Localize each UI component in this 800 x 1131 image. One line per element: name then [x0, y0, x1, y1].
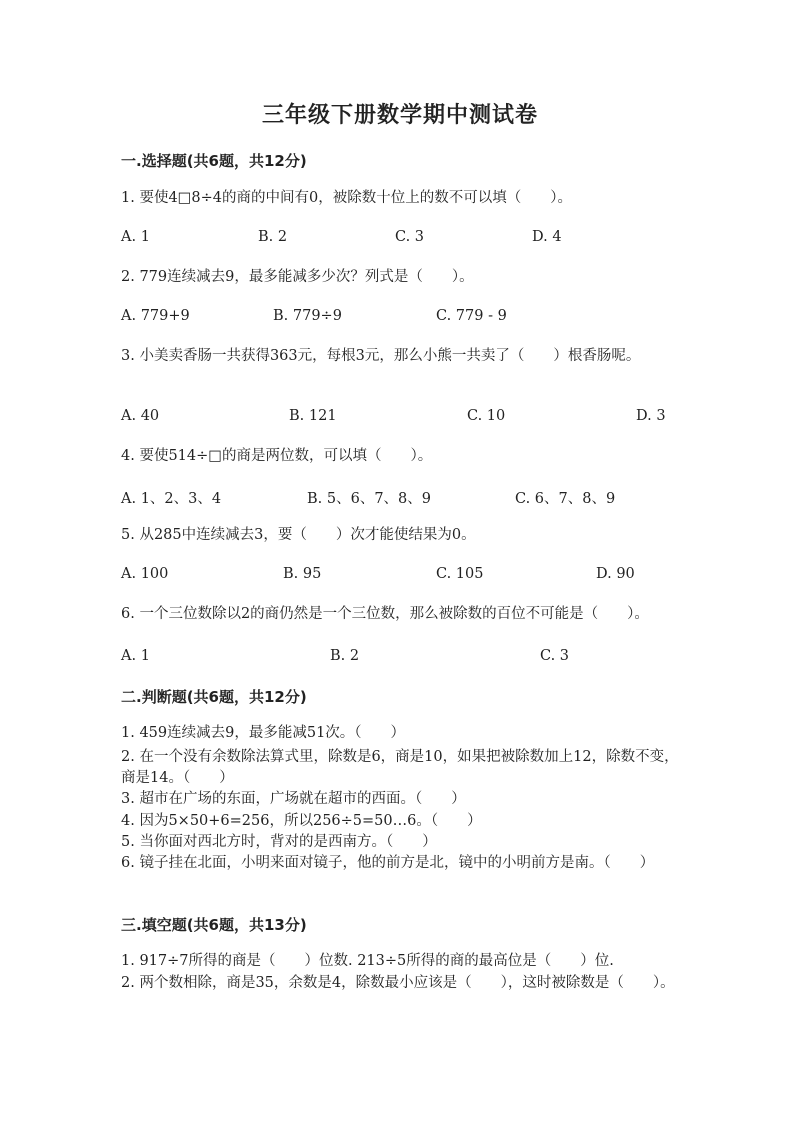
- section-heading-judgment: 二.判断题(共6题，共12分): [121, 688, 307, 706]
- question-1: 1. 要使4□8÷4的商的中间有0，被除数十位上的数不可以填（ ）。: [121, 190, 572, 206]
- option-d: D. 3: [636, 408, 666, 424]
- option-a: A. 1: [121, 648, 150, 664]
- option-c: C. 10: [467, 408, 506, 424]
- option-c: C. 3: [540, 648, 570, 664]
- option-c: C. 6、7、8、9: [515, 491, 616, 507]
- judgment-item: 2. 在一个没有余数除法算式里，除数是6，商是10，如果把被除数加上12，除数不变，商是14。（ ）: [121, 749, 679, 786]
- question-3: 3. 小美卖香肠一共获得363元，每根3元，那么小熊一共卖了（ ）根香肠呢。: [121, 348, 641, 364]
- question-6: 6. 一个三位数除以2的商仍然是一个三位数，那么被除数的百位不可能是（ ）。: [121, 606, 649, 622]
- option-d: D. 90: [596, 566, 635, 582]
- option-b: B. 2: [258, 229, 288, 245]
- option-c: C. 779 - 9: [436, 308, 507, 324]
- option-c: C. 105: [436, 566, 484, 582]
- judgment-item: 3. 超市在广场的东面，广场就在超市的西面。（ ）: [121, 791, 466, 807]
- option-b: B. 121: [289, 408, 337, 424]
- option-a: A. 779+9: [121, 308, 190, 324]
- option-b: B. 5、6、7、8、9: [307, 491, 432, 507]
- option-b: B. 779÷9: [273, 308, 342, 324]
- option-a: A. 100: [121, 566, 169, 582]
- judgment-item: 4. 因为5×50+6=256，所以256÷5=50…6。（ ）: [121, 813, 482, 829]
- judgment-item: 1. 459连续减去9，最多能减51次。（ ）: [121, 725, 406, 741]
- option-d: D. 4: [532, 229, 562, 245]
- option-a: A. 1、2、3、4: [121, 491, 222, 507]
- judgment-item: 5. 当你面对西北方时，背对的是西南方。（ ）: [121, 834, 437, 850]
- option-c: C. 3: [395, 229, 425, 245]
- page-title: 三年级下册数学期中测试卷: [261, 103, 538, 128]
- question-4: 4. 要使514÷□的商是两位数，可以填（ ）。: [121, 448, 433, 464]
- question-5: 5. 从285中连续减去3，要（ ）次才能使结果为0。: [121, 527, 476, 543]
- question-2: 2. 779连续减去9，最多能减多少次？列式是（ ）。: [121, 269, 474, 285]
- section-heading-choice: 一.选择题(共6题，共12分): [121, 152, 307, 170]
- option-b: B. 2: [330, 648, 360, 664]
- option-a: A. 40: [121, 408, 160, 424]
- fill-blank-item: 1. 917÷7所得的商是（ ）位数. 213÷5所得的商的最高位是（ ）位.: [121, 953, 614, 969]
- judgment-item: 6. 镜子挂在北面，小明来面对镜子，他的前方是北，镜中的小明前方是南。（ ）: [121, 855, 655, 871]
- option-a: A. 1: [121, 229, 150, 245]
- fill-blank-item: 2. 两个数相除，商是35，余数是4，除数最小应该是（ ），这时被除数是（ ）。: [121, 975, 675, 991]
- section-heading-fill-blank: 三.填空题(共6题，共13分): [121, 916, 307, 934]
- option-b: B. 95: [283, 566, 322, 582]
